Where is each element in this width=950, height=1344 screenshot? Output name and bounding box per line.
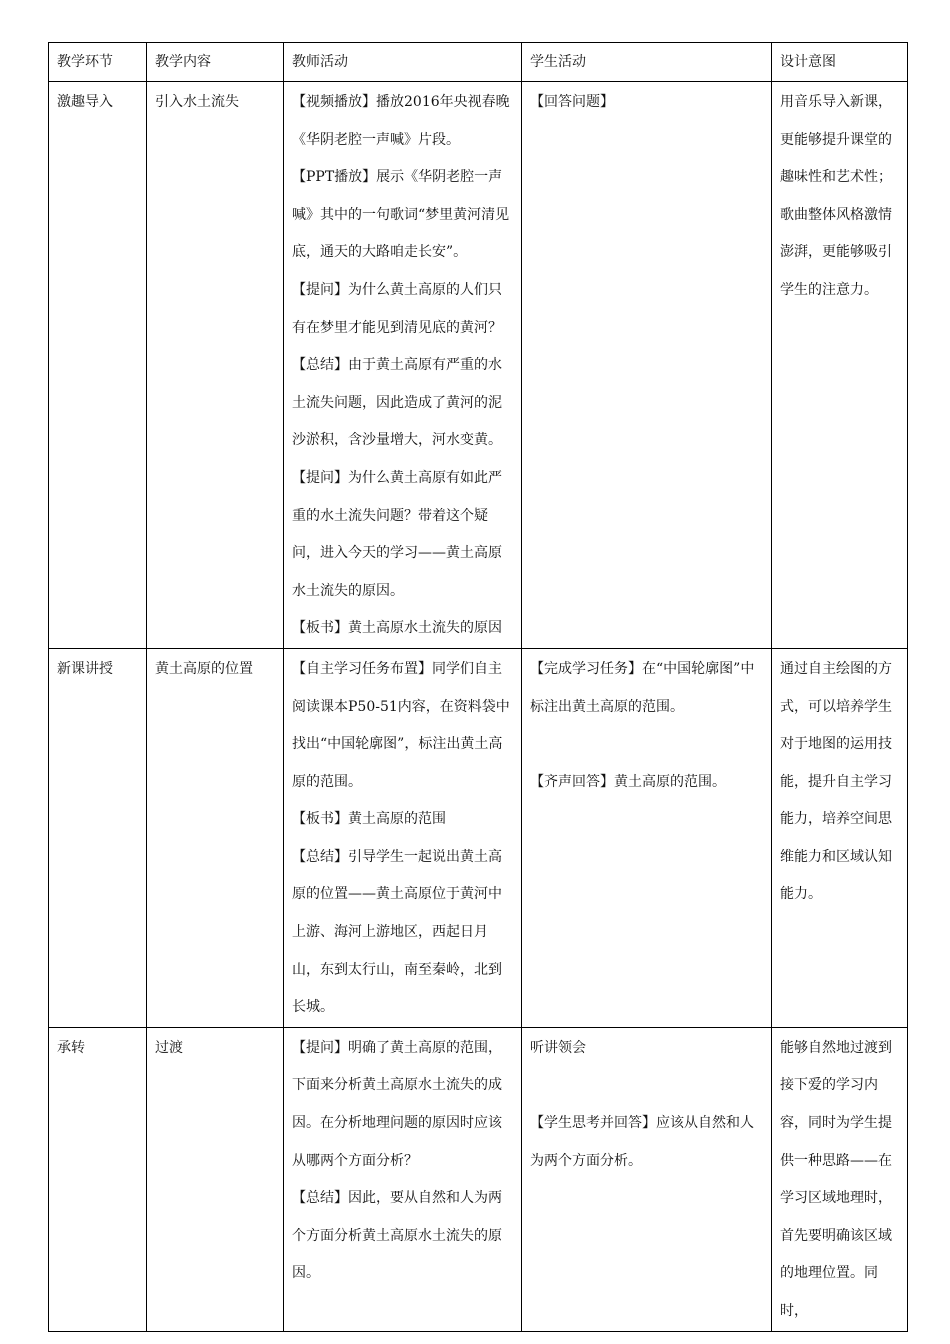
design-intent-cell: 用音乐导入新课，更能够提升课堂的趣味性和艺术性；歌曲整体风格激情澎湃，更能够吸引学生的注意力。 xyxy=(772,82,908,649)
student-activity-cell xyxy=(522,82,772,649)
header-stage: 教学环节 xyxy=(49,43,147,82)
teacher-paragraph: 【提问】为什么黄土高原的人们只有在梦里才能见到清见底的黄河？ xyxy=(292,281,502,336)
teacher-paragraph: 【PPT播放】展示《华阴老腔一声喊》其中的一句歌词“梦里黄河清见底，通天的大路咱走长安”。 xyxy=(292,169,510,261)
table-row xyxy=(49,82,908,649)
table-row xyxy=(49,648,908,1027)
student-activity-cell xyxy=(522,648,772,1027)
content-cell: 过渡 xyxy=(147,1027,284,1331)
teacher-paragraph: 【板书】黄土高原的范围 xyxy=(292,811,446,828)
design-intent-cell: 能够自然地过渡到接下爱的学习内容，同时为学生提供一种思路——在学习区域地理时，首先要明确该区域的地理位置。同时， xyxy=(772,1027,908,1331)
student-activity-cell xyxy=(522,1027,772,1331)
header-student-activity: 学生活动 xyxy=(522,43,772,82)
teacher-activity-cell xyxy=(284,648,522,1027)
stage-cell: 激趣导入 xyxy=(49,82,147,649)
spacer xyxy=(530,726,763,764)
stage-cell: 新课讲授 xyxy=(49,648,147,1027)
student-paragraph: 【齐声回答】黄土高原的范围。 xyxy=(530,773,726,790)
student-paragraph: 听讲领会 xyxy=(530,1039,586,1056)
teacher-paragraph: 【提问】为什么黄土高原有如此严重的水土流失问题？带着这个疑问，进入今天的学习——黄土高原水土流失的原因。 xyxy=(292,469,502,599)
content-cell: 引入水土流失 xyxy=(147,82,284,649)
teacher-paragraph: 【总结】因此，要从自然和人为两个方面分析黄土高原水土流失的原因。 xyxy=(292,1190,502,1282)
teacher-paragraph: 【自主学习任务布置】同学们自主阅读课本P50-51内容，在资料袋中找出“中国轮廓图”，标注出黄土高原的范围。 xyxy=(292,660,510,790)
teacher-paragraph: 【视频播放】播放2016年央视春晚《华阴老腔一声喊》片段。 xyxy=(292,94,510,148)
lesson-plan-table xyxy=(48,42,908,1332)
student-paragraph: 【学生思考并回答】应该从自然和人为两个方面分析。 xyxy=(530,1115,754,1169)
student-paragraph: 【回答问题】 xyxy=(530,94,614,110)
stage-cell: 承转 xyxy=(49,1027,147,1331)
teacher-paragraph: 【总结】由于黄土高原有严重的水土流失问题，因此造成了黄河的泥沙淤积，含沙量增大，河水变黄。 xyxy=(292,357,502,449)
teacher-paragraph: 【总结】引导学生一起说出黄土高原的位置——黄土高原位于黄河中上游、海河上游地区，西起日月山，东到太行山，南至秦岭，北到长城。 xyxy=(292,848,502,1016)
student-paragraph: 【完成学习任务】在“中国轮廓图”中标注出黄土高原的范围。 xyxy=(530,660,755,715)
content-cell: 黄土高原的位置 xyxy=(147,648,284,1027)
header-teacher-activity: 教师活动 xyxy=(284,43,522,82)
teacher-activity-cell xyxy=(284,1027,522,1331)
header-content: 教学内容 xyxy=(147,43,284,82)
header-design-intent: 设计意图 xyxy=(772,43,908,82)
teacher-paragraph: 【提问】明确了黄土高原的范围，下面来分析黄土高原水土流失的成因。在分析地理问题的原因时应该从哪两个方面分析？ xyxy=(292,1039,502,1169)
table-row xyxy=(49,1027,908,1331)
teacher-paragraph: 【板书】黄土高原水土流失的原因 xyxy=(292,620,502,637)
teacher-activity-cell xyxy=(284,82,522,649)
table-header-row xyxy=(49,43,908,82)
design-intent-cell: 通过自主绘图的方式，可以培养学生对于地图的运用技能，提升自主学习能力，培养空间思维能力和区域认知能力。 xyxy=(772,648,908,1027)
spacer xyxy=(530,1067,763,1105)
